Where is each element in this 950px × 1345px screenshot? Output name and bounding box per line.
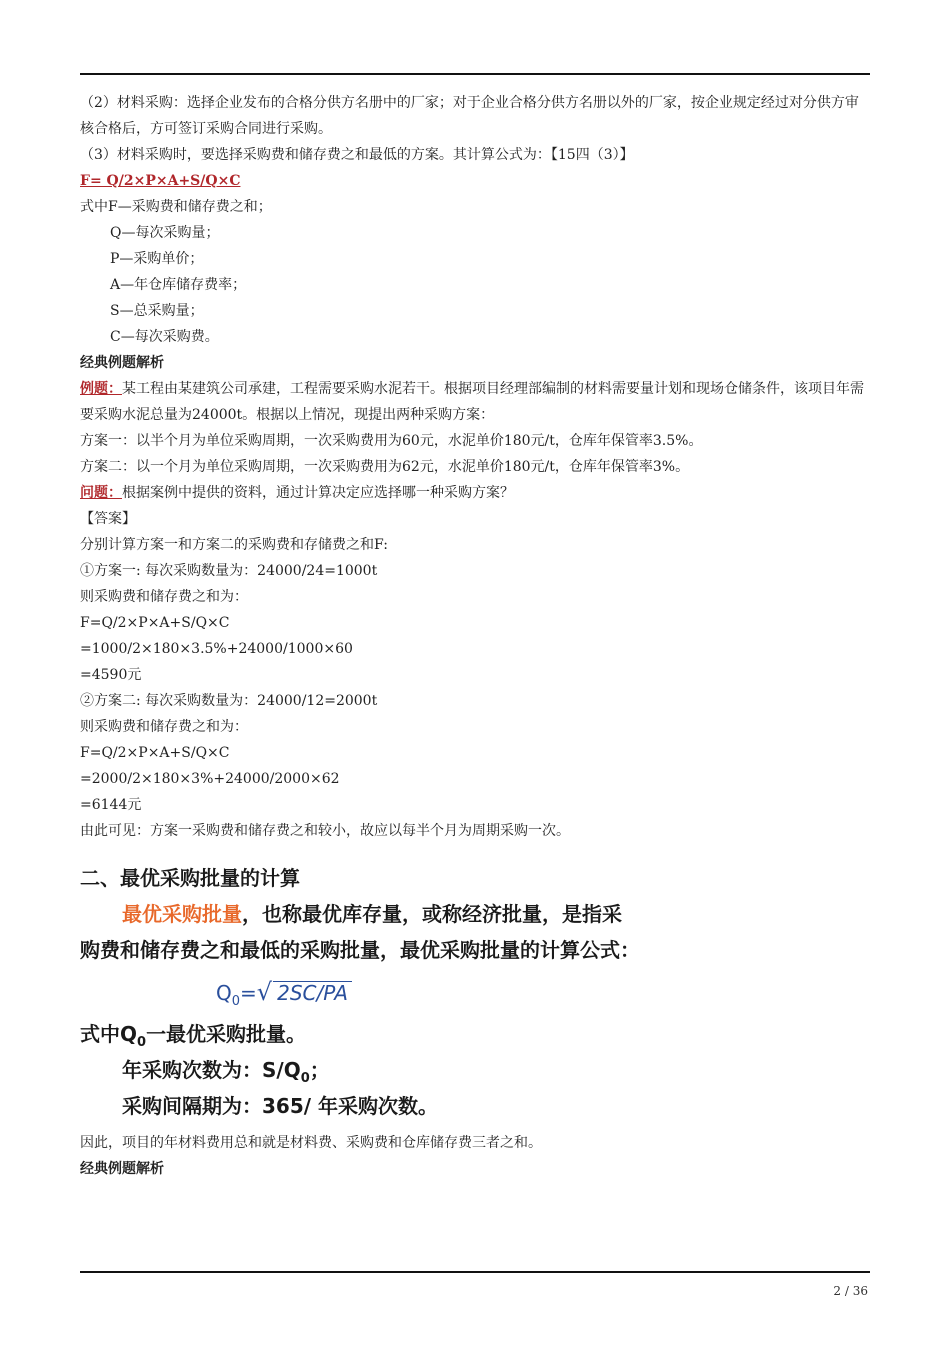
where-post: 一最优采购批量。 — [146, 1022, 307, 1046]
slide-excerpt — [80, 860, 872, 1124]
answer-line: 分别计算方案一和方案二的采购费和存储费之和F: — [80, 537, 388, 553]
formula-eq: = — [240, 981, 257, 1005]
answer-line: =1000/2×180×3.5%+24000/1000×60 — [80, 641, 353, 657]
example-text: 某工程由某建筑公司承建，工程需要采购水泥若干。根据项目经理部编制的材料需要量计划和现场仓储条件，该项目年需要采购水泥总量为24000t。根据以上情况，现提出两种采购方案： — [80, 381, 864, 423]
answer-line: F=Q/2×P×A+S/Q×C — [80, 615, 230, 631]
count-pre: 年采购次数为：S/Q — [122, 1058, 301, 1082]
section-title-2: 经典例题解析 — [80, 1161, 164, 1177]
slide-term: 最优采购批量 — [122, 902, 242, 926]
cost-formula: F= Q/2×P×A+S/Q×C — [80, 173, 241, 189]
where-pre: 式中Q — [80, 1022, 138, 1046]
question-text: 根据案例中提供的资料，通过计算决定应选择哪一种采购方案？ — [122, 485, 514, 501]
paragraph-material-purchase: （2）材料采购：选择企业发布的合格分供方名册中的厂家；对于企业合格分供方名册以外的厂家，按企业规定经过对分供方审核合格后，方可签订采购合同进行采购。 — [80, 95, 859, 137]
question-paragraph — [80, 480, 872, 506]
slide-interval: 采购间隔期为：365/ 年采购次数。 — [122, 1094, 439, 1118]
header-rule — [80, 73, 870, 75]
answer-line: =2000/2×180×3%+24000/2000×62 — [80, 771, 340, 787]
slide-count — [80, 1052, 872, 1088]
var-q: Q—每次采购量； — [110, 225, 220, 241]
sqrt-icon: √ — [256, 978, 273, 1006]
answer-line: =6144元 — [80, 797, 142, 813]
page-number: 2 / 36 — [833, 1284, 868, 1298]
slide-where — [80, 1016, 872, 1052]
var-a: A—年仓库储存费率； — [110, 277, 247, 293]
answer-heading: 【答案】 — [80, 511, 136, 527]
example-label: 例题： — [80, 381, 122, 397]
example-paragraph — [80, 376, 872, 428]
page-content — [80, 90, 872, 1182]
slide-definition-line2: 购费和储存费之和最低的采购批量，最优采购批量的计算公式： — [80, 938, 640, 962]
answer-line: ①方案一: 每次采购数量为：24000/24=1000t — [80, 563, 378, 579]
formula-where: 式中F—采购费和储存费之和； — [80, 199, 272, 215]
var-c: C—每次采购费。 — [110, 329, 219, 345]
var-s: S—总采购量； — [110, 303, 204, 319]
var-p: P—采购单价； — [110, 251, 204, 267]
formula-radicand: 2SC/PA — [273, 981, 352, 1004]
plan-two: 方案二：以一个月为单位采购周期，一次采购费用为62元，水泥单价180元/t，仓库年保管率3%。 — [80, 459, 690, 475]
slide-definition-rest: ，也称最优库存量，或称经济批量，是指采 — [242, 902, 622, 926]
slide-heading: 二、最优采购批量的计算 — [80, 866, 300, 890]
formula-lhs: Q — [216, 981, 232, 1005]
section-title: 经典例题解析 — [80, 355, 164, 371]
answer-line: F=Q/2×P×A+S/Q×C — [80, 745, 230, 761]
paragraph-purchase-plan: （3）材料采购时，要选择采购费和储存费之和最低的方案。其计算公式为：【15四（3）】 — [80, 147, 634, 163]
answer-line: 则采购费和储存费之和为： — [80, 719, 248, 735]
answer-line: 则采购费和储存费之和为： — [80, 589, 248, 605]
formula-sub: 0 — [231, 994, 241, 1009]
slide-definition-line1 — [80, 896, 872, 932]
summary-paragraph: 因此，项目的年材料费用总和就是材料费、采购费和仓库储存费三者之和。 — [80, 1135, 542, 1151]
answer-line: ②方案二: 每次采购数量为：24000/12=2000t — [80, 693, 378, 709]
footer-rule — [80, 1271, 870, 1273]
count-sub: 0 — [300, 1071, 310, 1086]
count-post: ； — [309, 1058, 330, 1082]
answer-line: 由此可见：方案一采购费和储存费之和较小，故应以每半个月为周期采购一次。 — [80, 823, 570, 839]
question-label: 问题： — [80, 485, 122, 501]
optimal-batch-formula — [80, 968, 872, 1016]
answer-line: =4590元 — [80, 667, 142, 683]
plan-one: 方案一：以半个月为单位采购周期，一次采购费用为60元，水泥单价180元/t，仓库年保管率3.5%。 — [80, 433, 703, 449]
where-sub: 0 — [137, 1035, 147, 1050]
